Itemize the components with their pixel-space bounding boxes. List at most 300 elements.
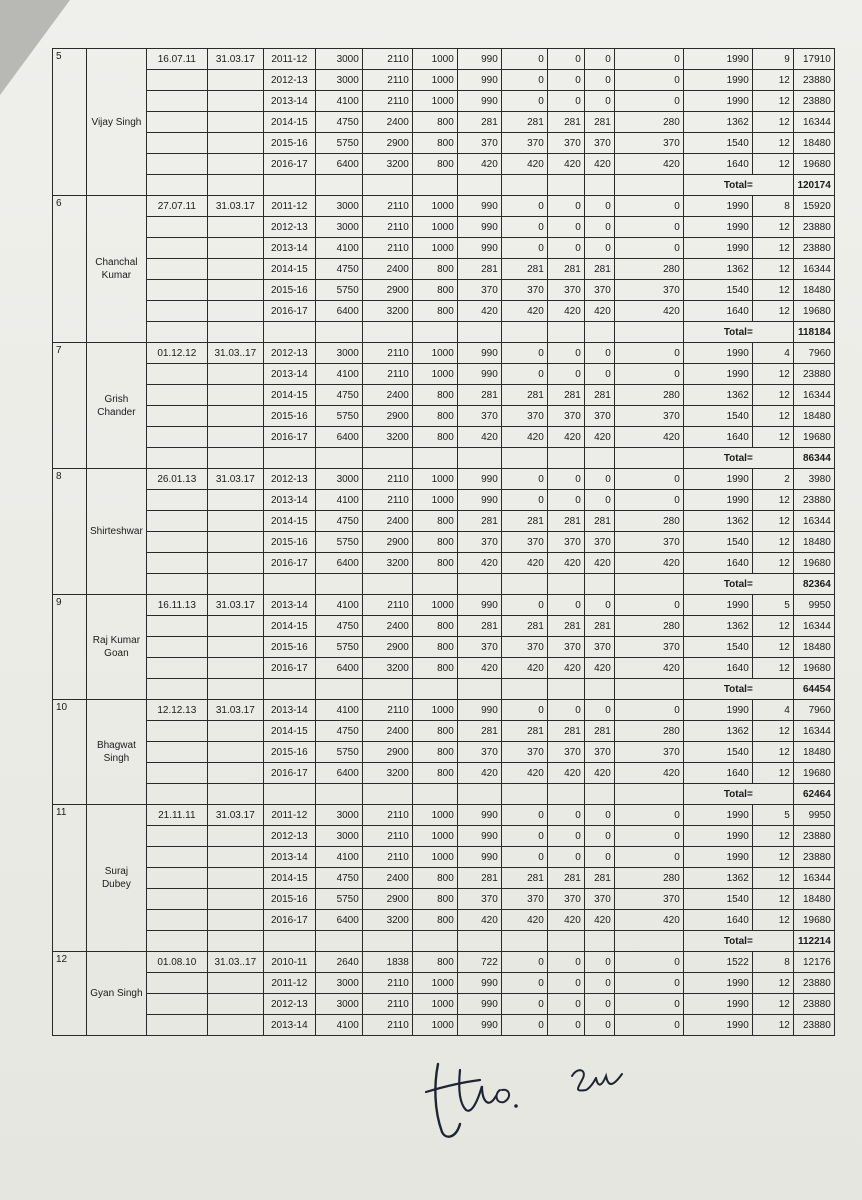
hra: 800 [412,616,457,637]
table-row [53,742,835,763]
hra: 1000 [412,973,457,994]
basic-pay: 6400 [315,301,362,322]
monthly-diff: 1990 [683,994,752,1015]
hra: 800 [412,133,457,154]
monthly-diff: 1540 [683,532,752,553]
empty-cell [263,679,315,700]
arrear-c: 420 [547,301,584,322]
empty-cell [547,679,584,700]
monthly-diff: 1990 [683,595,752,616]
da: 2110 [362,700,412,721]
financial-year: 2014-15 [263,511,315,532]
empty-cell [362,679,412,700]
hra: 800 [412,763,457,784]
to-date-empty [207,406,263,427]
months: 12 [752,994,793,1015]
monthly-diff: 1522 [683,952,752,973]
da: 2400 [362,868,412,889]
arrear-e: 370 [614,133,683,154]
arrears-ledger-table [52,48,835,1036]
empty-cell [547,931,584,952]
basic-pay: 5750 [315,889,362,910]
basic-pay: 6400 [315,553,362,574]
da: 2900 [362,742,412,763]
empty-cell [501,784,547,805]
empty-cell [362,784,412,805]
arrear-a: 420 [457,427,501,448]
arrear-d: 0 [584,91,614,112]
amount: 16344 [793,385,834,406]
basic-pay: 5750 [315,532,362,553]
arrear-b: 370 [501,532,547,553]
employee-name: Bhagwat Singh [87,700,147,805]
table-row [53,721,835,742]
empty-cell [412,784,457,805]
arrear-b: 0 [501,364,547,385]
empty-cell [457,784,501,805]
empty-cell [146,784,207,805]
monthly-diff: 1362 [683,868,752,889]
empty-cell [457,679,501,700]
basic-pay: 3000 [315,343,362,364]
basic-pay: 3000 [315,70,362,91]
table-row [53,238,835,259]
arrear-c: 370 [547,133,584,154]
financial-year: 2011-12 [263,805,315,826]
da: 2110 [362,469,412,490]
arrear-b: 281 [501,616,547,637]
empty-cell [457,931,501,952]
from-date-empty [146,385,207,406]
monthly-diff: 1362 [683,259,752,280]
arrear-b: 0 [501,595,547,616]
from-date: 01.12.12 [146,343,207,364]
hra: 800 [412,910,457,931]
arrear-b: 281 [501,385,547,406]
da: 2110 [362,994,412,1015]
table-row [53,700,835,721]
empty-cell [315,679,362,700]
arrear-b: 0 [501,217,547,238]
from-date-empty [146,259,207,280]
arrear-d: 0 [584,196,614,217]
empty-cell [146,322,207,343]
monthly-diff: 1990 [683,469,752,490]
hra: 800 [412,259,457,280]
empty-cell [362,931,412,952]
basic-pay: 6400 [315,658,362,679]
basic-pay: 4100 [315,595,362,616]
months: 12 [752,910,793,931]
arrear-a: 990 [457,700,501,721]
hra: 1000 [412,238,457,259]
to-date-empty [207,553,263,574]
arrear-d: 370 [584,532,614,553]
arrear-d: 0 [584,70,614,91]
monthly-diff: 1362 [683,385,752,406]
table-row [53,805,835,826]
arrear-b: 281 [501,112,547,133]
months: 12 [752,763,793,784]
amount: 23880 [793,217,834,238]
basic-pay: 4750 [315,616,362,637]
from-date-empty [146,910,207,931]
empty-cell [263,322,315,343]
da: 2110 [362,1015,412,1036]
amount: 23880 [793,847,834,868]
da: 2400 [362,259,412,280]
da: 2110 [362,826,412,847]
total-row [53,448,835,469]
hra: 1000 [412,700,457,721]
amount: 19680 [793,763,834,784]
arrear-a: 420 [457,910,501,931]
arrear-c: 0 [547,343,584,364]
da: 2400 [362,511,412,532]
table-row [53,259,835,280]
arrear-c: 0 [547,490,584,511]
table-row [53,595,835,616]
arrear-c: 420 [547,553,584,574]
from-date-empty [146,826,207,847]
da: 2110 [362,595,412,616]
arrear-e: 0 [614,91,683,112]
from-date-empty [146,154,207,175]
monthly-diff: 1540 [683,280,752,301]
basic-pay: 4750 [315,385,362,406]
arrear-c: 0 [547,805,584,826]
to-date-empty [207,259,263,280]
table-row [53,133,835,154]
arrear-e: 280 [614,511,683,532]
arrear-a: 281 [457,511,501,532]
arrear-c: 0 [547,196,584,217]
hra: 800 [412,721,457,742]
to-date-empty [207,280,263,301]
arrear-a: 990 [457,196,501,217]
from-date: 26.01.13 [146,469,207,490]
arrear-c: 420 [547,763,584,784]
arrear-a: 281 [457,112,501,133]
monthly-diff: 1362 [683,616,752,637]
empty-cell [412,448,457,469]
financial-year: 2013-14 [263,91,315,112]
arrear-c: 420 [547,154,584,175]
from-date-empty [146,91,207,112]
arrear-c: 0 [547,847,584,868]
arrear-e: 0 [614,595,683,616]
from-date-empty [146,868,207,889]
table-row [53,154,835,175]
empty-cell [146,448,207,469]
empty-cell [457,574,501,595]
arrear-c: 281 [547,721,584,742]
arrear-d: 0 [584,49,614,70]
hra: 800 [412,154,457,175]
arrear-c: 370 [547,280,584,301]
arrear-a: 281 [457,721,501,742]
arrear-c: 281 [547,868,584,889]
arrear-e: 0 [614,343,683,364]
basic-pay: 2640 [315,952,362,973]
table-row [53,427,835,448]
arrear-a: 420 [457,553,501,574]
ledger-body [53,49,835,1036]
arrear-e: 370 [614,406,683,427]
amount: 19680 [793,301,834,322]
arrear-b: 0 [501,826,547,847]
hra: 800 [412,301,457,322]
financial-year: 2015-16 [263,280,315,301]
arrear-d: 281 [584,868,614,889]
table-row [53,112,835,133]
hra: 1000 [412,196,457,217]
empty-cell [207,175,263,196]
arrear-d: 281 [584,721,614,742]
hra: 1000 [412,364,457,385]
financial-year: 2012-13 [263,826,315,847]
handwritten-initials [568,1062,628,1102]
employee-name: Chanchal Kumar [87,196,147,343]
arrear-a: 370 [457,532,501,553]
arrear-d: 0 [584,595,614,616]
to-date: 31.03..17 [207,952,263,973]
financial-year: 2013-14 [263,595,315,616]
arrear-b: 370 [501,889,547,910]
months: 12 [752,301,793,322]
arrear-a: 370 [457,280,501,301]
monthly-diff: 1990 [683,1015,752,1036]
empty-cell [614,448,683,469]
group-total: 120174 [793,175,834,196]
financial-year: 2014-15 [263,385,315,406]
basic-pay: 4100 [315,847,362,868]
arrear-a: 420 [457,301,501,322]
to-date: 31.03.17 [207,196,263,217]
amount: 19680 [793,658,834,679]
arrear-d: 420 [584,553,614,574]
empty-cell [614,784,683,805]
basic-pay: 4100 [315,91,362,112]
arrear-d: 420 [584,301,614,322]
table-row [53,1015,835,1036]
arrear-e: 370 [614,637,683,658]
monthly-diff: 1990 [683,490,752,511]
da: 2400 [362,721,412,742]
group-total: 82364 [793,574,834,595]
hra: 1000 [412,91,457,112]
to-date-empty [207,721,263,742]
da: 2110 [362,805,412,826]
empty-cell [614,175,683,196]
total-row [53,574,835,595]
arrear-e: 0 [614,70,683,91]
basic-pay: 4100 [315,1015,362,1036]
basic-pay: 3000 [315,217,362,238]
amount: 23880 [793,1015,834,1036]
empty-cell [547,175,584,196]
monthly-diff: 1990 [683,826,752,847]
da: 2110 [362,490,412,511]
months: 12 [752,511,793,532]
from-date-empty [146,280,207,301]
financial-year: 2016-17 [263,763,315,784]
arrear-a: 990 [457,490,501,511]
financial-year: 2013-14 [263,700,315,721]
group-total: 86344 [793,448,834,469]
basic-pay: 4750 [315,721,362,742]
total-row [53,931,835,952]
monthly-diff: 1540 [683,889,752,910]
financial-year: 2015-16 [263,889,315,910]
months: 12 [752,259,793,280]
from-date-empty [146,217,207,238]
da: 3200 [362,910,412,931]
table-row [53,406,835,427]
empty-cell [614,574,683,595]
monthly-diff: 1640 [683,553,752,574]
arrear-e: 0 [614,364,683,385]
financial-year: 2016-17 [263,154,315,175]
amount: 19680 [793,154,834,175]
arrear-a: 990 [457,91,501,112]
da: 2900 [362,133,412,154]
arrear-b: 0 [501,805,547,826]
empty-cell [412,175,457,196]
months: 9 [752,49,793,70]
arrear-e: 420 [614,154,683,175]
to-date-empty [207,847,263,868]
arrear-b: 0 [501,469,547,490]
arrear-b: 420 [501,301,547,322]
arrear-a: 281 [457,259,501,280]
arrear-c: 0 [547,469,584,490]
from-date: 27.07.11 [146,196,207,217]
months: 2 [752,469,793,490]
hra: 1000 [412,847,457,868]
empty-cell [501,175,547,196]
arrear-b: 420 [501,763,547,784]
hra: 800 [412,406,457,427]
from-date-empty [146,616,207,637]
empty-cell [362,574,412,595]
empty-cell [412,931,457,952]
arrear-e: 280 [614,259,683,280]
table-row [53,952,835,973]
basic-pay: 4100 [315,700,362,721]
monthly-diff: 1990 [683,196,752,217]
empty-cell [207,322,263,343]
hra: 1000 [412,1015,457,1036]
basic-pay: 4750 [315,112,362,133]
arrear-c: 0 [547,700,584,721]
arrear-b: 0 [501,1015,547,1036]
basic-pay: 3000 [315,196,362,217]
months: 12 [752,658,793,679]
monthly-diff: 1990 [683,847,752,868]
arrear-b: 0 [501,847,547,868]
arrear-b: 0 [501,49,547,70]
arrear-a: 420 [457,154,501,175]
table-row [53,343,835,364]
amount: 19680 [793,553,834,574]
table-row [53,973,835,994]
to-date-empty [207,532,263,553]
financial-year: 2013-14 [263,847,315,868]
months: 5 [752,595,793,616]
table-row [53,847,835,868]
arrear-e: 420 [614,301,683,322]
amount: 23880 [793,364,834,385]
arrear-a: 990 [457,973,501,994]
arrear-e: 0 [614,490,683,511]
arrear-e: 370 [614,532,683,553]
arrear-b: 281 [501,511,547,532]
empty-cell [207,448,263,469]
empty-cell [315,931,362,952]
arrear-d: 420 [584,427,614,448]
financial-year: 2015-16 [263,532,315,553]
months: 12 [752,490,793,511]
arrear-e: 0 [614,826,683,847]
to-date-empty [207,637,263,658]
arrear-e: 420 [614,910,683,931]
empty-cell [501,574,547,595]
da: 2900 [362,280,412,301]
months: 12 [752,406,793,427]
arrear-c: 0 [547,238,584,259]
financial-year: 2015-16 [263,742,315,763]
monthly-diff: 1640 [683,658,752,679]
monthly-diff: 1990 [683,700,752,721]
da: 3200 [362,154,412,175]
da: 2110 [362,973,412,994]
empty-cell [362,448,412,469]
amount: 7960 [793,343,834,364]
arrear-d: 370 [584,889,614,910]
arrear-c: 0 [547,826,584,847]
employee-name: Suraj Dubey [87,805,147,952]
arrear-d: 0 [584,217,614,238]
arrear-b: 420 [501,154,547,175]
arrear-b: 0 [501,343,547,364]
arrear-e: 0 [614,700,683,721]
months: 12 [752,889,793,910]
basic-pay: 5750 [315,280,362,301]
da: 2110 [362,217,412,238]
financial-year: 2012-13 [263,70,315,91]
from-date: 21.11.11 [146,805,207,826]
amount: 18480 [793,280,834,301]
arrear-e: 0 [614,973,683,994]
monthly-diff: 1990 [683,238,752,259]
arrear-c: 420 [547,427,584,448]
months: 12 [752,112,793,133]
hra: 800 [412,553,457,574]
table-row [53,826,835,847]
to-date-empty [207,763,263,784]
da: 2400 [362,385,412,406]
financial-year: 2014-15 [263,721,315,742]
from-date: 12.12.13 [146,700,207,721]
to-date: 31.03.17 [207,595,263,616]
da: 2110 [362,238,412,259]
total-label: Total= [683,679,793,700]
empty-cell [501,322,547,343]
table-row [53,637,835,658]
arrear-a: 281 [457,616,501,637]
table-row [53,889,835,910]
